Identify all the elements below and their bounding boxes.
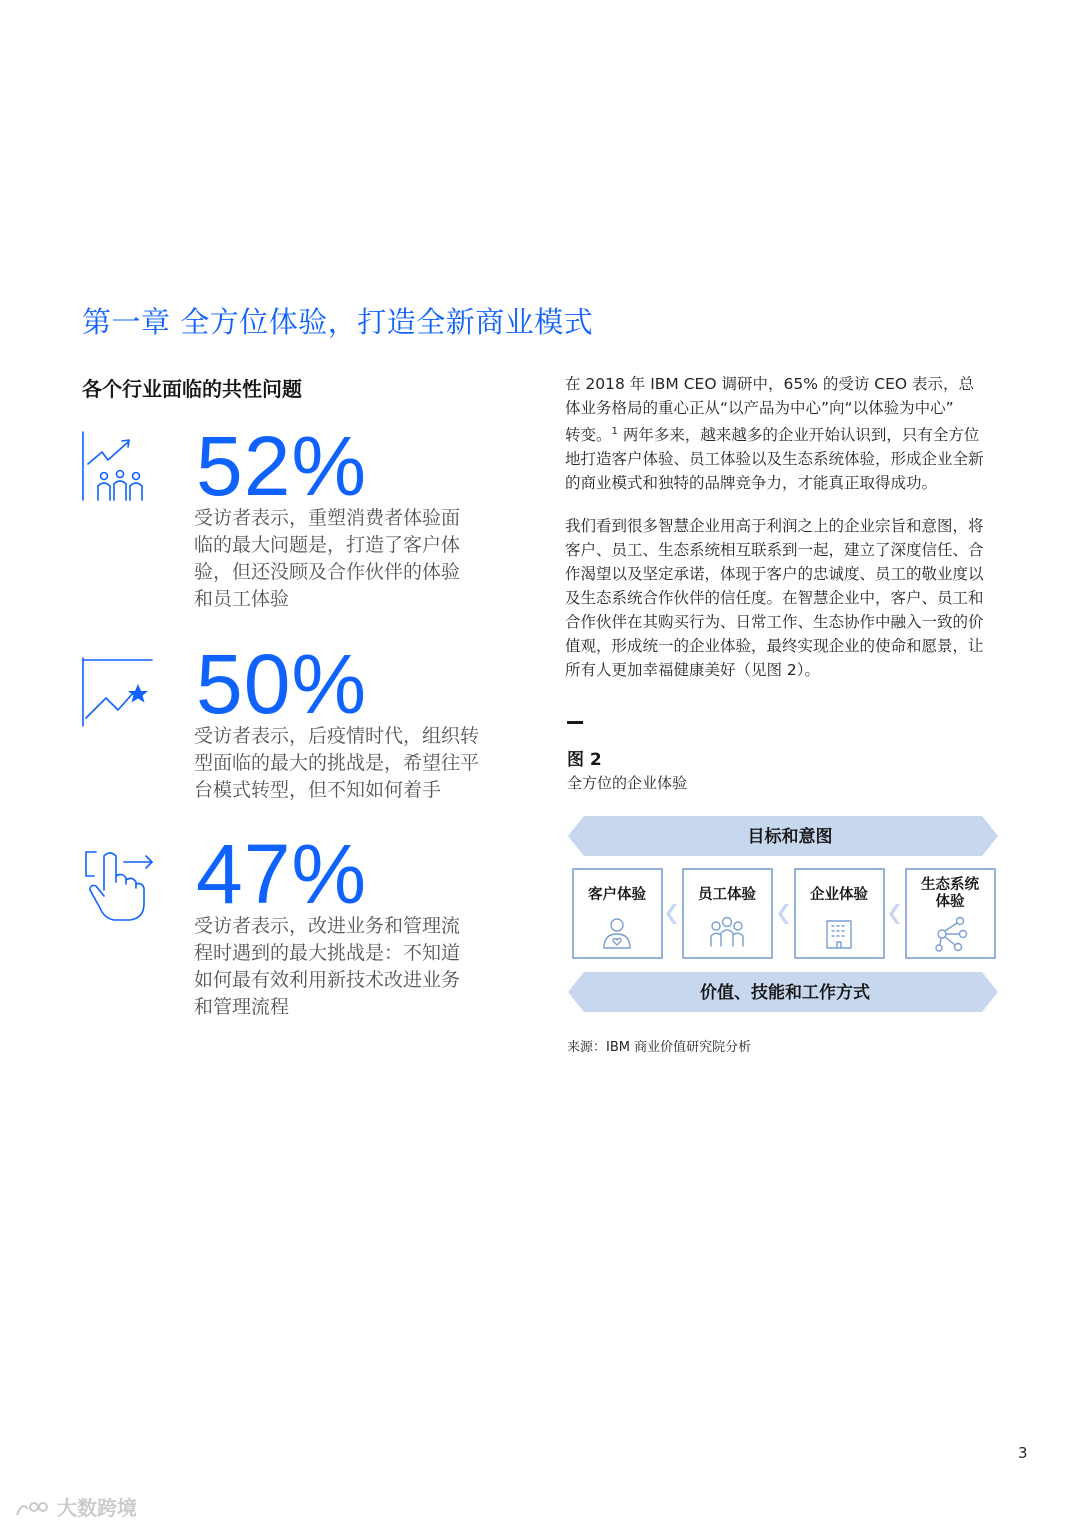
stat-value: 47% xyxy=(196,827,368,921)
paragraph-1: 在 2018 年 IBM CEO 调研中，65% 的受访 CEO 表示，总 体业务格局的重心正从“以产品为中心”向“以体验为中心” 转变。$^1$ 两年多来，越来越多的企业开始认识到，只有全方位 地打造客户体验、员工体验以及生态系统体验，形成企业全新 的商业模式和独特的品牌竞争力，才能真正取得成功。 xyxy=(565,375,984,493)
section-heading: 各个行业面临的共性问题 xyxy=(82,377,302,401)
chapter-title: 第一章 全方位体验，打造全新商业模式 xyxy=(82,305,594,339)
touch-hand-icon xyxy=(80,844,160,924)
enterprise-experience-diagram xyxy=(566,812,1000,1022)
box-title-employee: 员工体验 xyxy=(698,887,756,903)
customer-icon xyxy=(604,919,630,948)
box-title-customer: 客户体验 xyxy=(588,887,646,903)
footnote-marker: 1 xyxy=(611,426,618,437)
paragraph-2: 我们看到很多智慧企业用高于利润之上的企业宗旨和意图，将 客户、员工、生态系统相互联系到一起，建立了深度信任、合 作渴望以及坚定承诺，体现于客户的忠诚度、员工的敬业度以 及生态系统合作伙伴的信任度。在智慧企业中，客户、员工和 合作伙伴在其购买行为、日常工作、生态协作中融入一致的价 值观，形成统一的企业体验，最终实现企业的使命和愿景，让 所有人更加幸福健康美好（见图 2）。 xyxy=(565,517,984,679)
growth-people-icon xyxy=(80,430,156,504)
chevron-left-icon xyxy=(666,904,900,924)
stat-description: 受访者表示，后疫情时代，组织转 型面临的最大的挑战是，希望往平 台模式转型，但不知如何着手 xyxy=(194,725,480,801)
figure-source: 来源：IBM 商业价值研究院分析 xyxy=(567,1040,752,1055)
box-title-ecosystem-2: 体验 xyxy=(935,894,965,910)
stat-description: 受访者表示，改进业务和管理流 程时遇到的最大挑战是：不知道 如何最有效利用新技术改进业务 和管理流程 xyxy=(194,915,461,1018)
stat-value: 52% xyxy=(196,419,368,513)
stat-description: 受访者表示，重塑消费者体验面 临的最大问题是，打造了客户体 验，但还没顾及合作伙伴的体验 和员工体验 xyxy=(194,507,461,610)
page-number: 3 xyxy=(1018,1444,1028,1462)
figure-divider xyxy=(567,721,583,724)
building-icon xyxy=(827,921,851,948)
employees-icon xyxy=(711,918,743,947)
chart-star-icon xyxy=(80,656,156,730)
watermark-logo-icon xyxy=(14,1497,50,1519)
figure-label: 图 2 xyxy=(567,750,602,770)
box-title-enterprise: 企业体验 xyxy=(810,887,868,903)
figure-caption: 全方位的企业体验 xyxy=(567,774,688,792)
stat-value: 50% xyxy=(196,637,368,731)
top-banner-label: 目标和意图 xyxy=(747,827,833,847)
box-title-ecosystem: 生态系统 xyxy=(921,877,979,893)
bottom-banner-label: 价值、技能和工作方式 xyxy=(700,983,870,1003)
network-icon xyxy=(936,918,967,952)
watermark: 大数跨境 xyxy=(14,1492,137,1521)
